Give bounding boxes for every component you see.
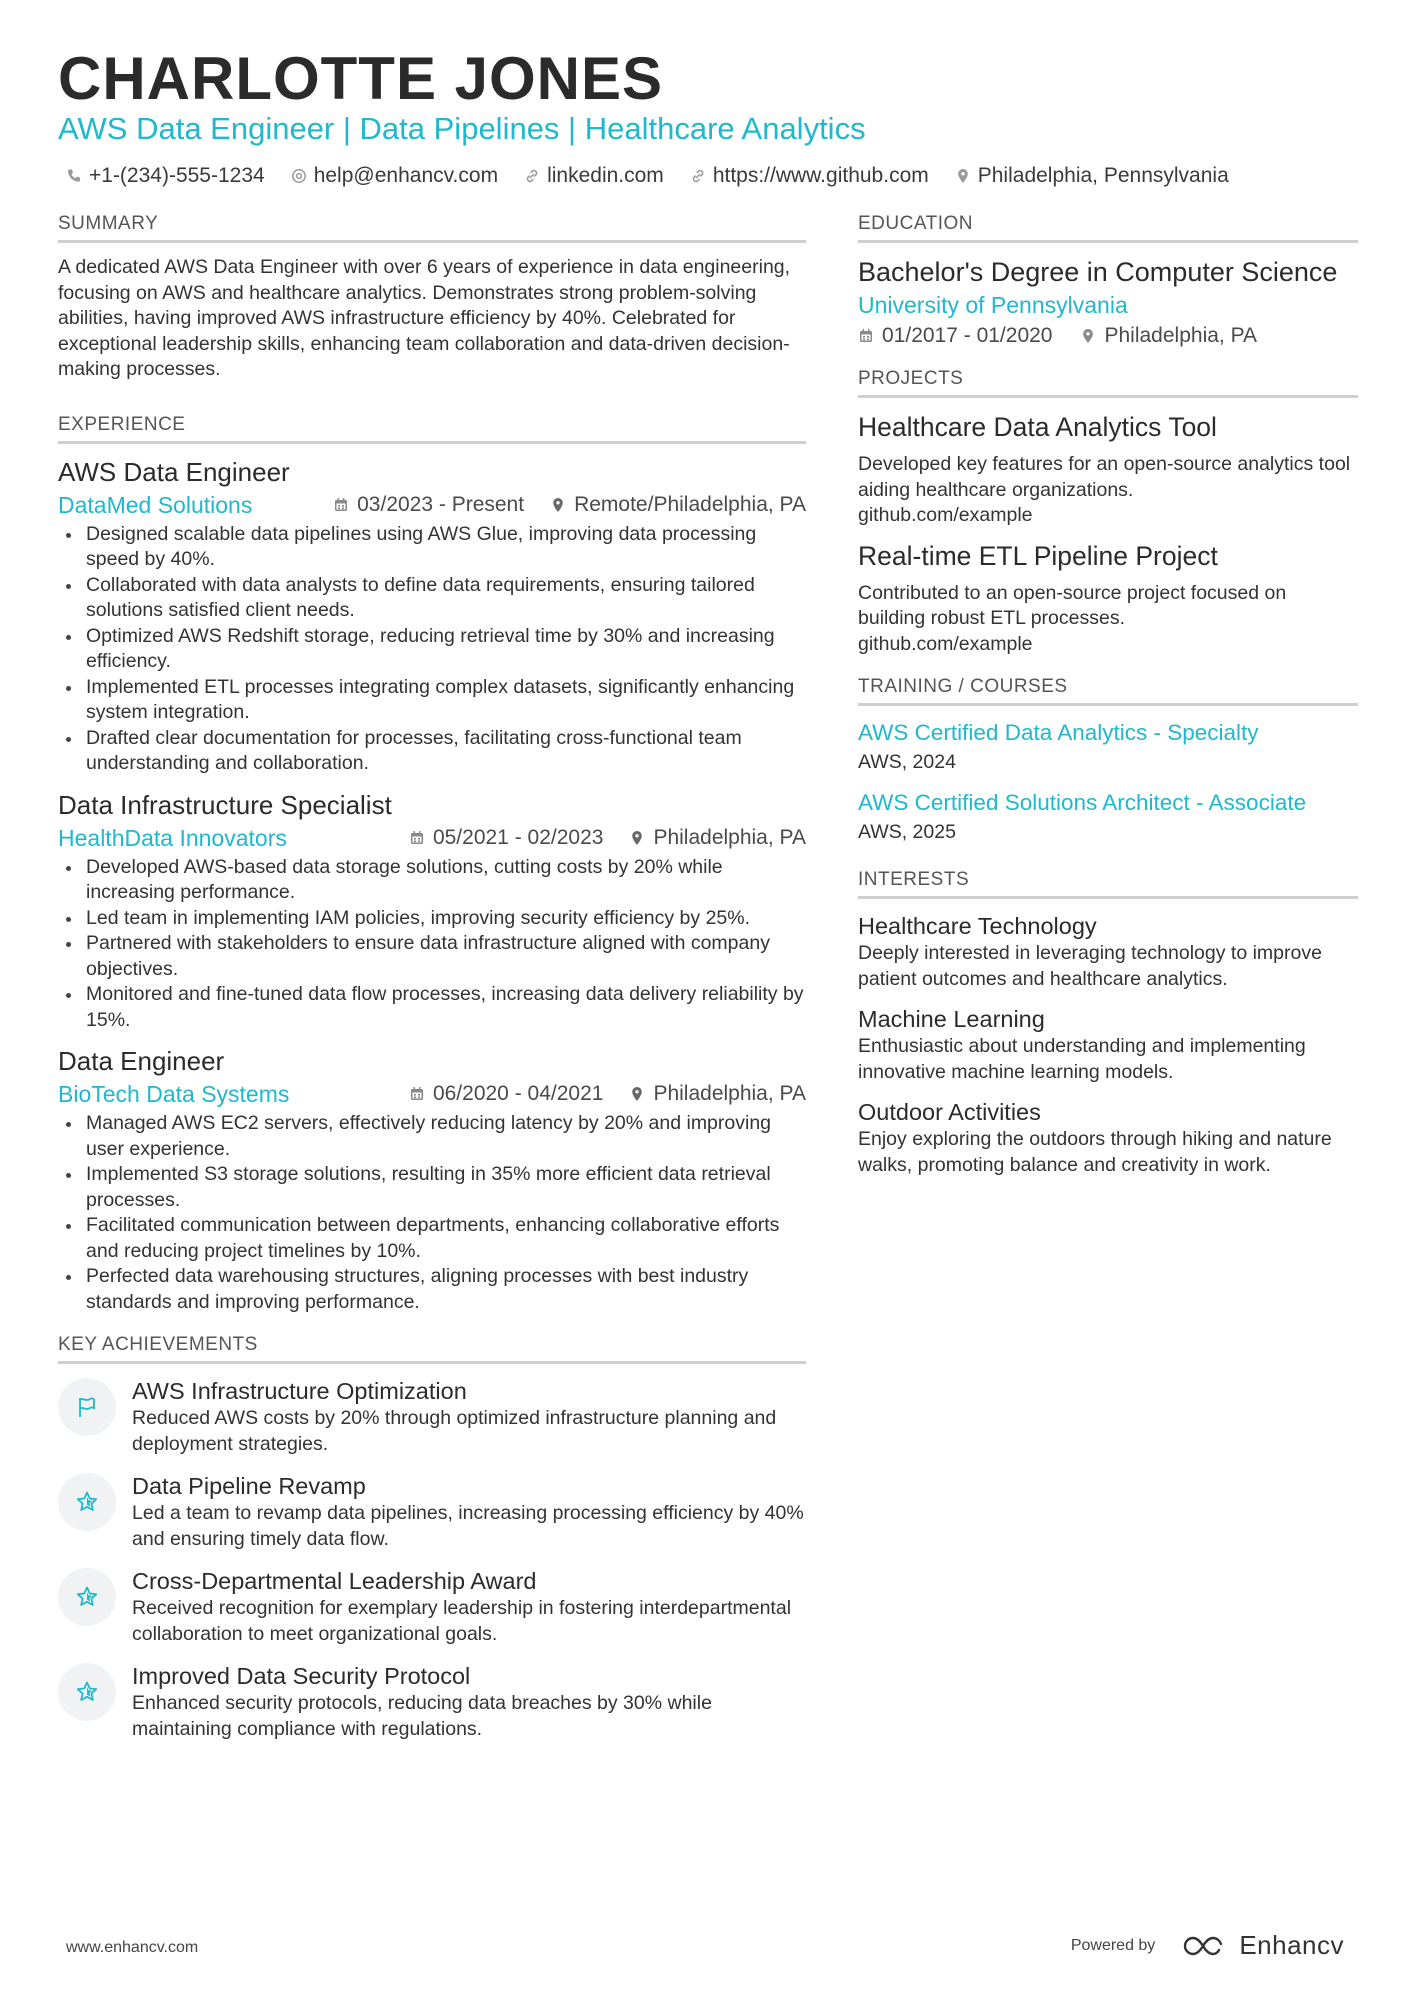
achievement-item bbox=[58, 1661, 806, 1742]
brand-logo[interactable] bbox=[1181, 1930, 1344, 1961]
calendar-icon bbox=[409, 1086, 425, 1102]
job-title: AWS Data Engineer bbox=[58, 456, 290, 487]
interest-title: Machine Learning bbox=[858, 1006, 1045, 1032]
brand-name: Enhancv bbox=[1239, 1930, 1344, 1960]
interest-item bbox=[858, 1097, 1358, 1178]
phone-icon bbox=[66, 168, 82, 184]
job-dates: 03/2023 - Present bbox=[357, 492, 525, 516]
job-bullet: Facilitated communication between departments, enhancing collaborative efforts and reducing project timelines by 10%. bbox=[58, 1213, 806, 1264]
footer-website[interactable]: www.enhancv.com bbox=[66, 1939, 199, 1956]
project-desc: Contributed to an open-source project focused on building robust ETL processes. bbox=[858, 581, 1287, 629]
contact-github-text: https://www.github.com bbox=[712, 164, 929, 187]
interest-desc: Enthusiastic about understanding and implementing innovative machine learning models. bbox=[858, 1035, 1306, 1083]
star-icon bbox=[58, 1473, 116, 1531]
achievements-section-title: KEY ACHIEVEMENTS bbox=[58, 1333, 806, 1364]
job-meta bbox=[58, 1079, 806, 1109]
job-bullet: Led team in implementing IAM policies, improving security efficiency by 25%. bbox=[58, 906, 806, 932]
job-bullet: Implemented ETL processes integrating complex datasets, significantly enhancing system integration. bbox=[58, 675, 806, 726]
education-degree: Bachelor's Degree in Computer Science bbox=[858, 257, 1338, 287]
project-item bbox=[858, 539, 1358, 658]
project-item bbox=[858, 410, 1358, 529]
job-dates: 06/2020 - 04/2021 bbox=[432, 1082, 604, 1105]
course-title: AWS Certified Data Analytics - Specialty bbox=[858, 720, 1259, 745]
interest-title: Healthcare Technology bbox=[858, 913, 1097, 939]
interest-item bbox=[858, 1004, 1358, 1085]
job-entry bbox=[58, 789, 806, 1034]
project-title: Real-time ETL Pipeline Project bbox=[858, 540, 1218, 571]
achievement-desc: Led a team to revamp data pipelines, increasing processing efficiency by 40% and ensuring timely data flow. bbox=[132, 1502, 804, 1550]
job-bullet: Developed AWS-based data storage solutions, cutting costs by 20% while increasing performance. bbox=[58, 855, 806, 906]
education-school: University of Pennsylvania bbox=[858, 292, 1128, 318]
job-bullets bbox=[58, 1111, 806, 1315]
job-company: DataMed Solutions bbox=[58, 491, 253, 518]
achievement-title: Data Pipeline Revamp bbox=[132, 1473, 366, 1499]
interest-desc: Deeply interested in leveraging technology to improve patient outcomes and healthcare analytics. bbox=[858, 942, 1322, 990]
footer-branding bbox=[1071, 1930, 1344, 1961]
course-title: AWS Certified Solutions Architect - Associate bbox=[858, 790, 1307, 815]
job-meta bbox=[58, 490, 806, 520]
achievement-item bbox=[58, 1566, 806, 1647]
job-bullets bbox=[58, 855, 806, 1034]
achievement-item bbox=[58, 1376, 806, 1457]
summary-section-title: SUMMARY bbox=[58, 212, 806, 243]
achievement-title: Cross-Departmental Leadership Award bbox=[132, 1568, 537, 1594]
interest-title: Outdoor Activities bbox=[858, 1099, 1041, 1125]
contact-email[interactable] bbox=[291, 162, 498, 190]
job-bullet: Implemented S3 storage solutions, resulting in 35% more efficient data retrieval processes. bbox=[58, 1162, 806, 1213]
map-pin-icon bbox=[629, 1086, 645, 1102]
contact-phone[interactable] bbox=[66, 162, 265, 190]
contact-github[interactable] bbox=[690, 162, 929, 190]
contact-bar bbox=[66, 162, 1229, 190]
project-desc: Developed key features for an open-source analytics tool aiding healthcare organizations. bbox=[858, 453, 1351, 501]
job-bullet: Monitored and fine-tuned data flow processes, increasing data delivery reliability by 15%. bbox=[58, 982, 806, 1033]
map-pin-icon bbox=[629, 830, 645, 846]
job-location: Philadelphia, PA bbox=[653, 1082, 806, 1105]
map-pin-icon bbox=[955, 168, 971, 184]
course-provider: AWS, 2025 bbox=[858, 821, 956, 843]
experience-section-title: EXPERIENCE bbox=[58, 413, 806, 444]
job-bullet: Drafted clear documentation for processes, facilitating cross-functional team understanding and collaboration. bbox=[58, 726, 806, 777]
enhancv-logo-icon bbox=[1181, 1933, 1229, 1959]
powered-by-label: Powered by bbox=[1070, 1936, 1156, 1954]
job-location: Philadelphia, PA bbox=[653, 825, 806, 849]
project-title: Healthcare Data Analytics Tool bbox=[858, 412, 1217, 442]
contact-email-text: help@enhancv.com bbox=[313, 164, 499, 187]
job-dates: 05/2021 - 02/2023 bbox=[432, 825, 604, 849]
map-pin-icon bbox=[550, 497, 566, 513]
project-link[interactable]: github.com/example bbox=[858, 632, 1033, 655]
training-section-title: TRAINING / COURSES bbox=[858, 675, 1358, 706]
interests-section-title: INTERESTS bbox=[858, 868, 1358, 899]
job-bullet: Perfected data warehousing structures, aligning processes with best industry standards and improving performance. bbox=[58, 1264, 806, 1315]
job-bullet: Optimized AWS Redshift storage, reducing retrieval time by 30% and increasing efficiency. bbox=[58, 624, 806, 675]
star-icon bbox=[58, 1663, 116, 1721]
achievement-desc: Reduced AWS costs by 20% through optimized infrastructure planning and deployment strategies. bbox=[132, 1407, 777, 1455]
education-dates: 01/2017 - 01/2020 bbox=[882, 324, 1053, 347]
job-bullets bbox=[58, 522, 806, 777]
contact-linkedin-text: linkedin.com bbox=[547, 164, 664, 187]
calendar-icon bbox=[858, 328, 874, 344]
star-icon bbox=[58, 1568, 116, 1626]
job-bullet: Collaborated with data analysts to define data requirements, ensuring tailored solutions satisfied client needs. bbox=[58, 573, 806, 624]
achievement-title: AWS Infrastructure Optimization bbox=[132, 1378, 467, 1404]
project-link[interactable]: github.com/example bbox=[858, 504, 1033, 526]
education-section-title: EDUCATION bbox=[858, 212, 1358, 243]
education-meta bbox=[858, 321, 1358, 351]
at-icon bbox=[291, 168, 307, 184]
job-location: Remote/Philadelphia, PA bbox=[574, 492, 806, 516]
achievement-item bbox=[58, 1471, 806, 1552]
job-entry bbox=[58, 456, 806, 777]
interest-item bbox=[858, 911, 1358, 992]
left-column bbox=[58, 212, 806, 1756]
link-icon bbox=[524, 168, 540, 184]
job-title: Data Engineer bbox=[58, 1046, 225, 1076]
map-pin-icon bbox=[1080, 328, 1096, 344]
contact-location bbox=[955, 162, 1229, 190]
interest-desc: Enjoy exploring the outdoors through hiking and nature walks, promoting balance and creativity in work. bbox=[858, 1128, 1332, 1176]
job-title: Data Infrastructure Specialist bbox=[58, 789, 392, 820]
course-provider: AWS, 2024 bbox=[858, 751, 956, 773]
achievement-desc: Received recognition for exemplary leadership in fostering interdepartmental collaboration to meet organizational goals. bbox=[132, 1597, 792, 1645]
calendar-icon bbox=[333, 497, 349, 513]
job-bullet: Designed scalable data pipelines using AWS Glue, improving data processing speed by 40%. bbox=[58, 522, 806, 573]
candidate-headline: AWS Data Engineer | Data Pipelines | Healthcare Analytics bbox=[58, 111, 866, 146]
job-company: HealthData Innovators bbox=[58, 824, 287, 851]
education-location: Philadelphia, PA bbox=[1104, 324, 1258, 347]
job-meta bbox=[58, 823, 806, 853]
contact-linkedin[interactable] bbox=[524, 162, 664, 190]
job-bullet: Partnered with stakeholders to ensure data infrastructure aligned with company objectives. bbox=[58, 931, 806, 982]
projects-section-title: PROJECTS bbox=[858, 367, 1358, 398]
course-item bbox=[858, 788, 1358, 846]
job-company: BioTech Data Systems bbox=[58, 1081, 290, 1107]
achievement-title: Improved Data Security Protocol bbox=[132, 1663, 471, 1689]
flag-icon bbox=[58, 1378, 116, 1436]
contact-phone-text: +1-(234)-555-1234 bbox=[89, 164, 265, 187]
course-item bbox=[858, 718, 1358, 776]
job-entry bbox=[58, 1045, 806, 1315]
job-bullet: Managed AWS EC2 servers, effectively reducing latency by 20% and improving user experience. bbox=[58, 1111, 806, 1162]
candidate-name: CHARLOTTE JONES bbox=[58, 45, 664, 112]
contact-location-text: Philadelphia, Pennsylvania bbox=[977, 164, 1229, 187]
right-column bbox=[858, 212, 1358, 1190]
summary-text: A dedicated AWS Data Engineer with over 6 years of experience in data engineering, focusing on AWS and healthcare analytics. Demonstrates strong problem-solving abilities, having improved AWS infrastructure efficiency by 40%. Celebrated for exceptional leadership skills, enhancing team collaboration and data-driven decision-making processes. bbox=[58, 256, 791, 380]
calendar-icon bbox=[409, 830, 425, 846]
achievement-desc: Enhanced security protocols, reducing data breaches by 30% while maintaining compliance with regulations. bbox=[132, 1692, 712, 1740]
link-icon bbox=[690, 168, 706, 184]
